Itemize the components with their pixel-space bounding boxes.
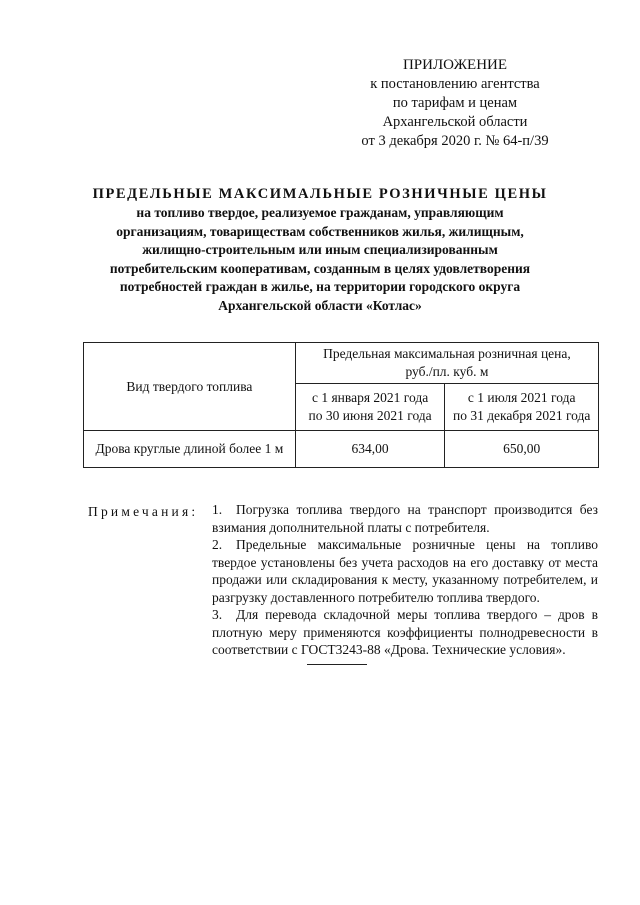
row-price-period-1: 634,00 xyxy=(295,431,445,468)
period-1-line-2: по 30 июня 2021 года xyxy=(308,408,432,423)
note-item xyxy=(212,606,598,659)
appendix-line-4: от 3 декабря 2020 г. № 64-п/39 xyxy=(361,133,549,149)
appendix-line-2: по тарифам и ценам xyxy=(392,95,518,111)
header-price xyxy=(295,343,598,384)
table-row xyxy=(84,431,599,468)
note-item xyxy=(212,501,598,536)
note-number: 3. xyxy=(212,607,223,622)
header-fuel-type-label: Вид твердого топлива xyxy=(126,378,253,394)
notes-label: Примечания: xyxy=(88,504,199,519)
title-line-3: жилищно-строительным или иным специализированным xyxy=(142,242,498,257)
header-period-2 xyxy=(445,384,599,431)
appendix-line-1: к постановлению агентства xyxy=(370,76,540,92)
appendix-line-3: Архангельской области xyxy=(382,114,528,130)
title-line-2: организациям, товариществам собственников жилья, жилищным, xyxy=(116,223,524,239)
title-line-5: потребностей граждан в жилье, на территории городского округа xyxy=(119,279,521,294)
note-text: Для перевода складочной меры топлива твердого – дров в плотную меру применяются коэффициенты полнодревесности в соответствии с ГОСТ3243-88 «Дрова. Технические условия». xyxy=(212,607,598,657)
note-text: Предельные максимальные розничные цены на топливо твердое установлены без учета расходов на его доставку от места продажи или складирования к месту, указанному потребителем, и разгрузку доставленного потребителю топлива твердого. xyxy=(212,537,598,605)
title-line-4: потребительским кооперативам, созданным в целях удовлетворения xyxy=(109,260,531,276)
period-2-line-2: по 31 декабря 2021 года xyxy=(452,408,591,423)
note-item xyxy=(212,536,598,606)
note-number: 1. xyxy=(212,502,223,517)
row-fuel-type: Дрова круглые длиной более 1 м xyxy=(84,431,296,468)
period-2-line-1: с 1 июля 2021 года xyxy=(467,390,576,405)
note-number: 2. xyxy=(212,537,223,552)
price-table xyxy=(83,342,599,468)
end-divider xyxy=(307,664,367,665)
row-price-period-2: 650,00 xyxy=(445,431,599,468)
header-price-line-2: руб./пл. куб. м xyxy=(405,364,489,379)
appendix-heading: ПРИЛОЖЕНИЕ xyxy=(402,57,508,73)
notes-list xyxy=(212,501,598,659)
note-text: Погрузка топлива твердого на транспорт производится без взимания дополнительной платы с потребителя. xyxy=(212,502,598,535)
header-fuel-type xyxy=(84,343,296,431)
header-period-1 xyxy=(295,384,445,431)
title-line-6: Архангельской области «Котлас» xyxy=(218,297,422,313)
title-main: ПРЕДЕЛЬНЫЕ МАКСИМАЛЬНЫЕ РОЗНИЧНЫЕ ЦЕНЫ xyxy=(92,186,548,202)
title-line-1: на топливо твердое, реализуемое гражданам, управляющим xyxy=(136,205,504,220)
period-1-line-1: с 1 января 2021 года xyxy=(311,390,429,405)
appendix-header xyxy=(330,56,580,151)
table-header-row xyxy=(84,343,599,384)
document-title xyxy=(80,184,560,315)
header-price-line-1: Предельная максимальная розничная цена, xyxy=(323,346,571,361)
